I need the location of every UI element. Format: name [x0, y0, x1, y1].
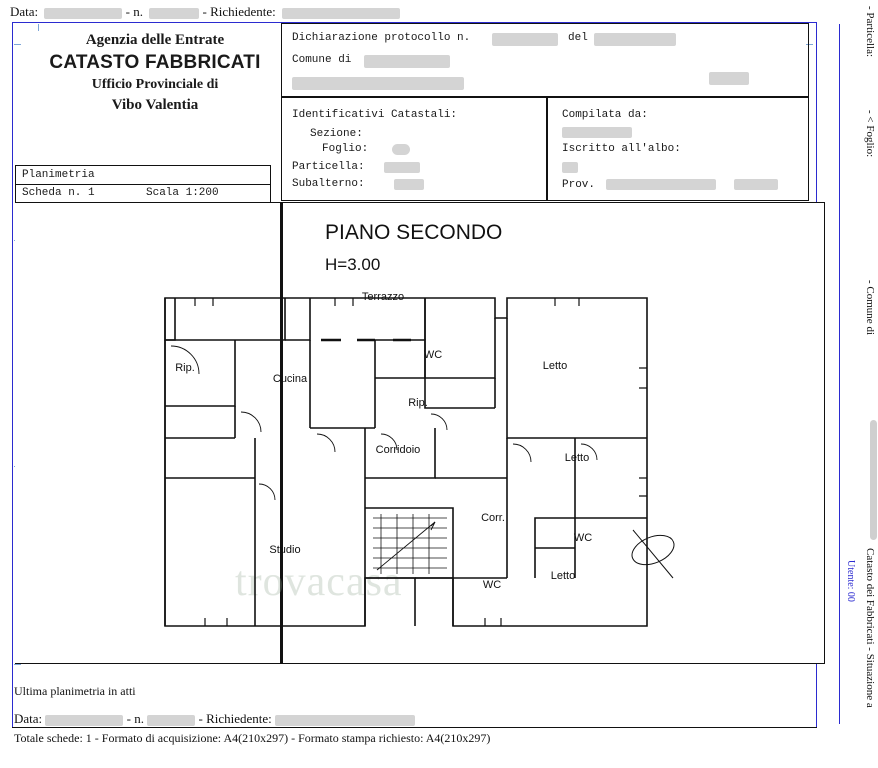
floor-plan-drawing — [135, 278, 675, 638]
room-label: Terrazzo — [361, 291, 405, 303]
room-label: Rip. — [175, 362, 195, 374]
particella-label: Particella: — [292, 161, 365, 173]
compilata-title: Compilata da: — [562, 109, 648, 121]
declaration-title: Dichiarazione protocollo n. — [292, 32, 471, 44]
declaration-box — [281, 23, 809, 97]
floor-title: PIANO SECONDO — [325, 221, 503, 244]
agency-name: Agenzia delle Entrate — [85, 32, 225, 48]
room-label: WC — [423, 349, 443, 361]
sezione-label: Sezione: — [310, 128, 363, 140]
subalterno-label: Subalterno: — [292, 178, 365, 190]
side-text-utente: Utente: 00 — [845, 560, 856, 602]
compilata-redaction — [562, 127, 632, 138]
room-label: Rip. — [408, 397, 428, 409]
prov-label: Prov. — [562, 179, 596, 191]
north-arrow-icon — [628, 530, 675, 578]
side-text-particella: - Particella: — [864, 6, 876, 58]
top-data-label: Data: — [10, 4, 39, 19]
compilata-box — [547, 97, 809, 201]
agency-office: Ufficio Provinciale di — [91, 76, 219, 92]
watermark-text: trovacasa — [235, 559, 403, 605]
particella-redaction — [384, 162, 420, 173]
top-header-line — [10, 4, 400, 20]
room-label: Studio — [269, 544, 301, 556]
top-data-redaction — [44, 8, 122, 19]
top-n-label: - n. — [125, 4, 143, 19]
footer-richiedente-label: - Richiedente: — [198, 711, 272, 726]
room-label: Corr. — [481, 512, 505, 524]
footer-data-line — [14, 711, 415, 727]
prov-redaction — [606, 179, 716, 190]
room-label: WC — [573, 532, 593, 544]
room-label: Letto — [542, 360, 568, 372]
footer-data-redaction — [45, 715, 123, 726]
room-label: Corridoio — [375, 444, 421, 456]
room-label: WC — [482, 579, 502, 591]
footer-divider — [12, 727, 817, 728]
footer-n-redaction — [147, 715, 195, 726]
footer-richiedente-redaction — [275, 715, 415, 726]
side-text-foglio: - < Foglio: — [864, 110, 876, 158]
declaration-del-label: del — [568, 32, 588, 44]
comune-extra-redaction-2 — [709, 72, 749, 85]
comune-label: Comune di — [292, 54, 352, 66]
footer-ultima-label: Ultima planimetria in atti — [14, 684, 136, 698]
declaration-number-redaction — [492, 33, 558, 46]
comune-extra-redaction-1 — [292, 77, 464, 90]
foglio-label: Foglio: — [322, 143, 369, 155]
comune-redaction — [364, 55, 450, 68]
subalterno-redaction — [394, 179, 424, 190]
floor-height: H=3.00 — [325, 255, 381, 274]
iscritto-label: Iscritto all'albo: — [562, 143, 681, 155]
side-vertical-rule — [839, 24, 840, 724]
planimetria-title: Planimetria — [22, 169, 95, 181]
scheda-label: Scheda n. 1 — [22, 187, 95, 199]
planimetria-box — [15, 165, 271, 203]
room-label: Letto — [550, 570, 576, 582]
top-n-redaction — [149, 8, 199, 19]
drawing-area — [15, 202, 825, 664]
agency-department: CATASTO FABBRICATI — [49, 52, 261, 74]
iscritto-redaction — [562, 162, 578, 173]
top-richiedente-label: - Richiedente: — [202, 4, 276, 19]
side-text-catasto: Catasto dei Fabbricati - Situazione a — [864, 548, 876, 708]
tick-mark — [14, 44, 21, 45]
identificativi-box — [281, 97, 547, 201]
foglio-redaction — [392, 144, 410, 155]
scrollbar-thumb[interactable] — [870, 420, 877, 540]
tick-mark — [14, 664, 21, 665]
footer-n-label: - n. — [126, 711, 144, 726]
declaration-date-redaction — [594, 33, 676, 46]
scala-label: Scala 1:200 — [146, 187, 219, 199]
agency-identity-block — [30, 30, 280, 115]
identificativi-title: Identificativi Catastali: — [292, 109, 458, 121]
prov-extra-redaction — [734, 179, 778, 190]
agency-city: Vibo Valentia — [111, 96, 199, 113]
footer-total-label: Totale schede: 1 - Formato di acquisizione: A4(210x297) - Formato stampa richiesto: A4(210x297) — [14, 731, 491, 745]
footer-data-label: Data: — [14, 711, 43, 726]
planimetria-divider — [16, 184, 270, 185]
room-label: Letto — [564, 452, 590, 464]
room-label: Cucina — [272, 373, 308, 385]
side-text-comune: - Comune di — [864, 280, 876, 335]
top-richiedente-redaction — [282, 8, 400, 19]
